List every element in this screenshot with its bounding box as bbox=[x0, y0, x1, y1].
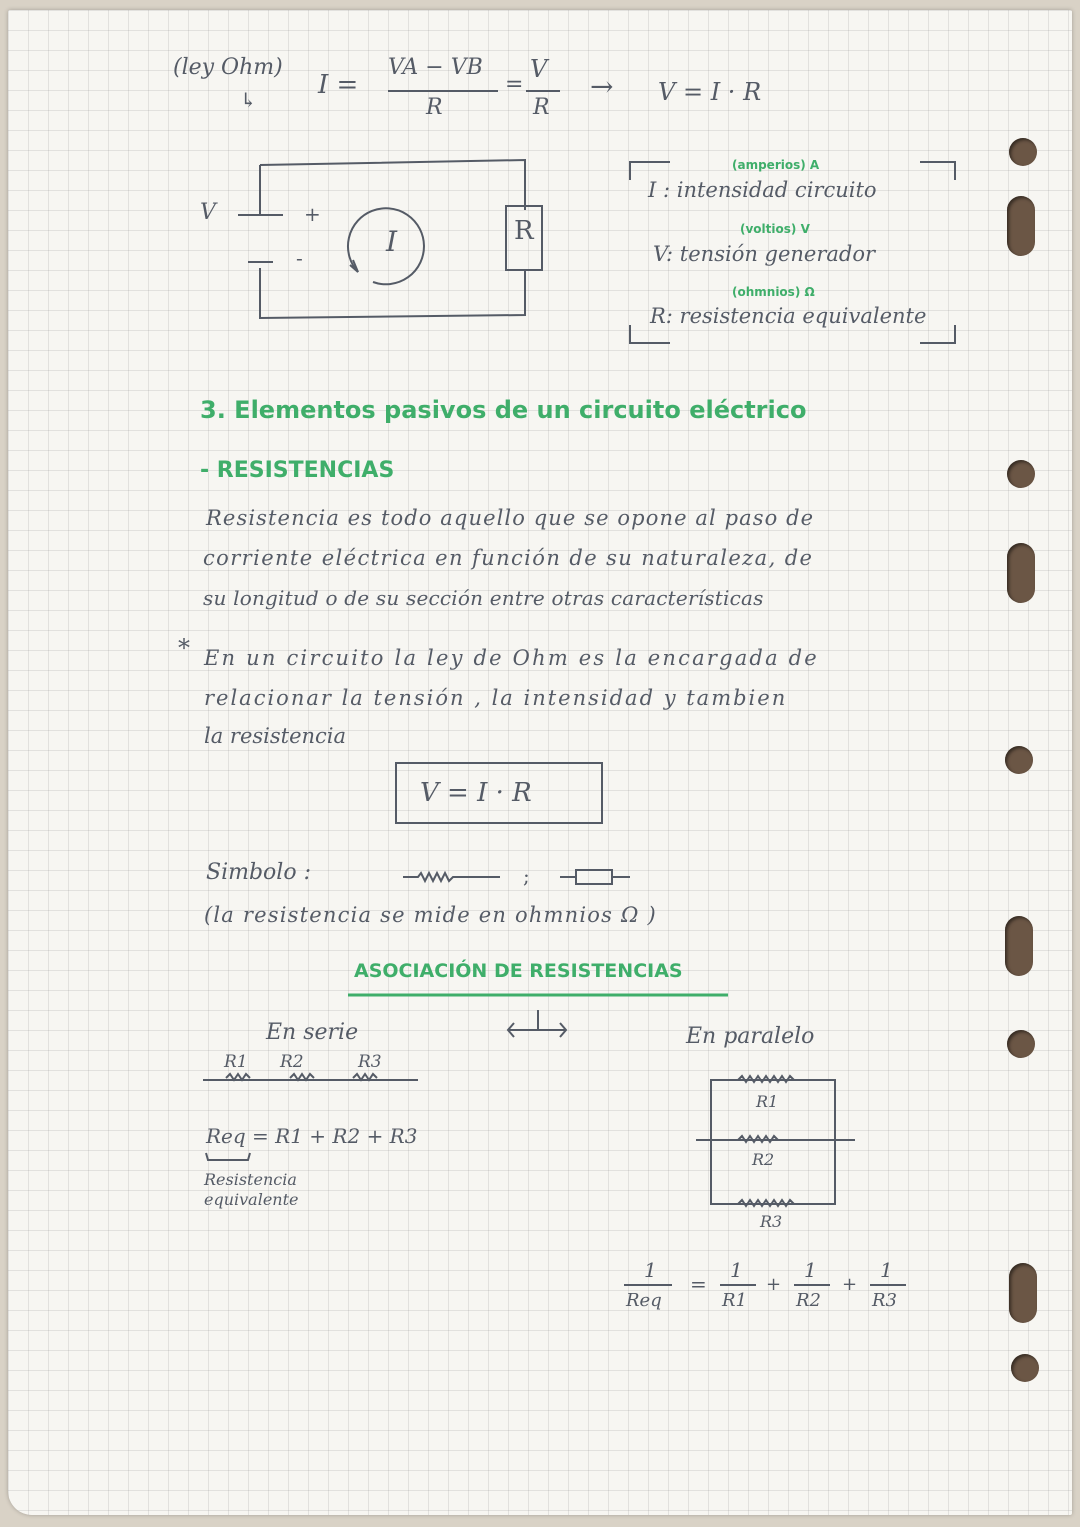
req-note: equivalente bbox=[204, 1190, 299, 1209]
paragraph-line: En un circuito la ley de Ohm es la encargada de bbox=[204, 646, 819, 670]
ohm-result: V = I · R bbox=[658, 78, 762, 106]
paragraph-line: corriente eléctrica en función de su naturaleza, de bbox=[203, 546, 814, 570]
paragraph-line: su longitud o de su sección entre otras características bbox=[203, 586, 764, 610]
pf-one: 1 bbox=[644, 1258, 657, 1282]
current-lhs: I = bbox=[318, 70, 359, 100]
notebook-page bbox=[8, 10, 1072, 1515]
drawings-layer bbox=[8, 10, 1072, 1515]
boxed-ohm-formula: V = I · R bbox=[420, 778, 532, 808]
pf-req: Req bbox=[626, 1290, 662, 1311]
pf-r2: R2 bbox=[796, 1290, 822, 1311]
circuit-v-label: V bbox=[200, 200, 216, 225]
pf-plus: + bbox=[766, 1274, 782, 1295]
pf-plus: + bbox=[842, 1274, 858, 1295]
pf-one: 1 bbox=[804, 1258, 817, 1282]
series-formula: Req = R1 + R2 + R3 bbox=[206, 1124, 418, 1148]
section-heading: 3. Elementos pasivos de un circuito eléctrico bbox=[200, 396, 807, 424]
star-bullet: * bbox=[178, 634, 190, 662]
fraction-denominator: R bbox=[426, 95, 443, 120]
series-title: En serie bbox=[266, 1020, 359, 1045]
pf-r1: R1 bbox=[722, 1290, 748, 1311]
series-r2: R2 bbox=[280, 1052, 304, 1072]
pf-one: 1 bbox=[730, 1258, 743, 1282]
unit-note: (la resistencia se mide en ohmnios Ω ) bbox=[204, 903, 657, 927]
hook-arrow: ↳ bbox=[240, 88, 257, 112]
unit-ohms: (ohmnios) Ω bbox=[732, 285, 815, 299]
paragraph-line: relacionar la tensión , la intensidad y tambien bbox=[204, 686, 788, 710]
symbol-label: Simbolo : bbox=[206, 860, 311, 885]
r-denominator: R bbox=[533, 95, 550, 120]
pf-equals: = bbox=[690, 1272, 707, 1296]
paragraph-line: Resistencia es todo aquello que se opone al paso de bbox=[206, 506, 815, 530]
parallel-r2: R2 bbox=[752, 1150, 775, 1169]
v-numerator: V bbox=[530, 55, 548, 83]
equals-sign: = bbox=[505, 72, 524, 97]
legend-resistance: R: resistencia equivalente bbox=[650, 304, 927, 328]
ohm-law-label: (ley Ohm) bbox=[173, 55, 283, 80]
parallel-title: En paralelo bbox=[686, 1024, 815, 1049]
series-r1: R1 bbox=[224, 1052, 248, 1072]
circuit-minus: - bbox=[296, 246, 303, 270]
symbol-separator: ; bbox=[523, 864, 530, 888]
unit-volts: (voltios) V bbox=[740, 222, 810, 236]
association-title: ASOCIACIÓN DE RESISTENCIAS bbox=[354, 960, 683, 982]
circuit-plus: + bbox=[304, 202, 321, 226]
circuit-resistor-label: R bbox=[514, 216, 534, 246]
unit-amperes: (amperios) A bbox=[732, 158, 820, 172]
paragraph-line: la resistencia bbox=[204, 724, 347, 748]
pf-r3: R3 bbox=[872, 1290, 898, 1311]
implies-arrow: → bbox=[590, 70, 614, 103]
parallel-r1: R1 bbox=[756, 1092, 779, 1111]
circuit-current-label: I bbox=[386, 225, 398, 258]
legend-current: I : intensidad circuito bbox=[648, 178, 877, 202]
pf-one: 1 bbox=[880, 1258, 893, 1282]
legend-voltage: V: tensión generador bbox=[653, 242, 876, 266]
fraction-numerator: VA − VB bbox=[388, 55, 483, 80]
parallel-r3: R3 bbox=[760, 1212, 783, 1231]
resistencias-subheading: - RESISTENCIAS bbox=[200, 458, 395, 483]
series-r3: R3 bbox=[358, 1052, 382, 1072]
req-note: Resistencia bbox=[204, 1170, 297, 1189]
